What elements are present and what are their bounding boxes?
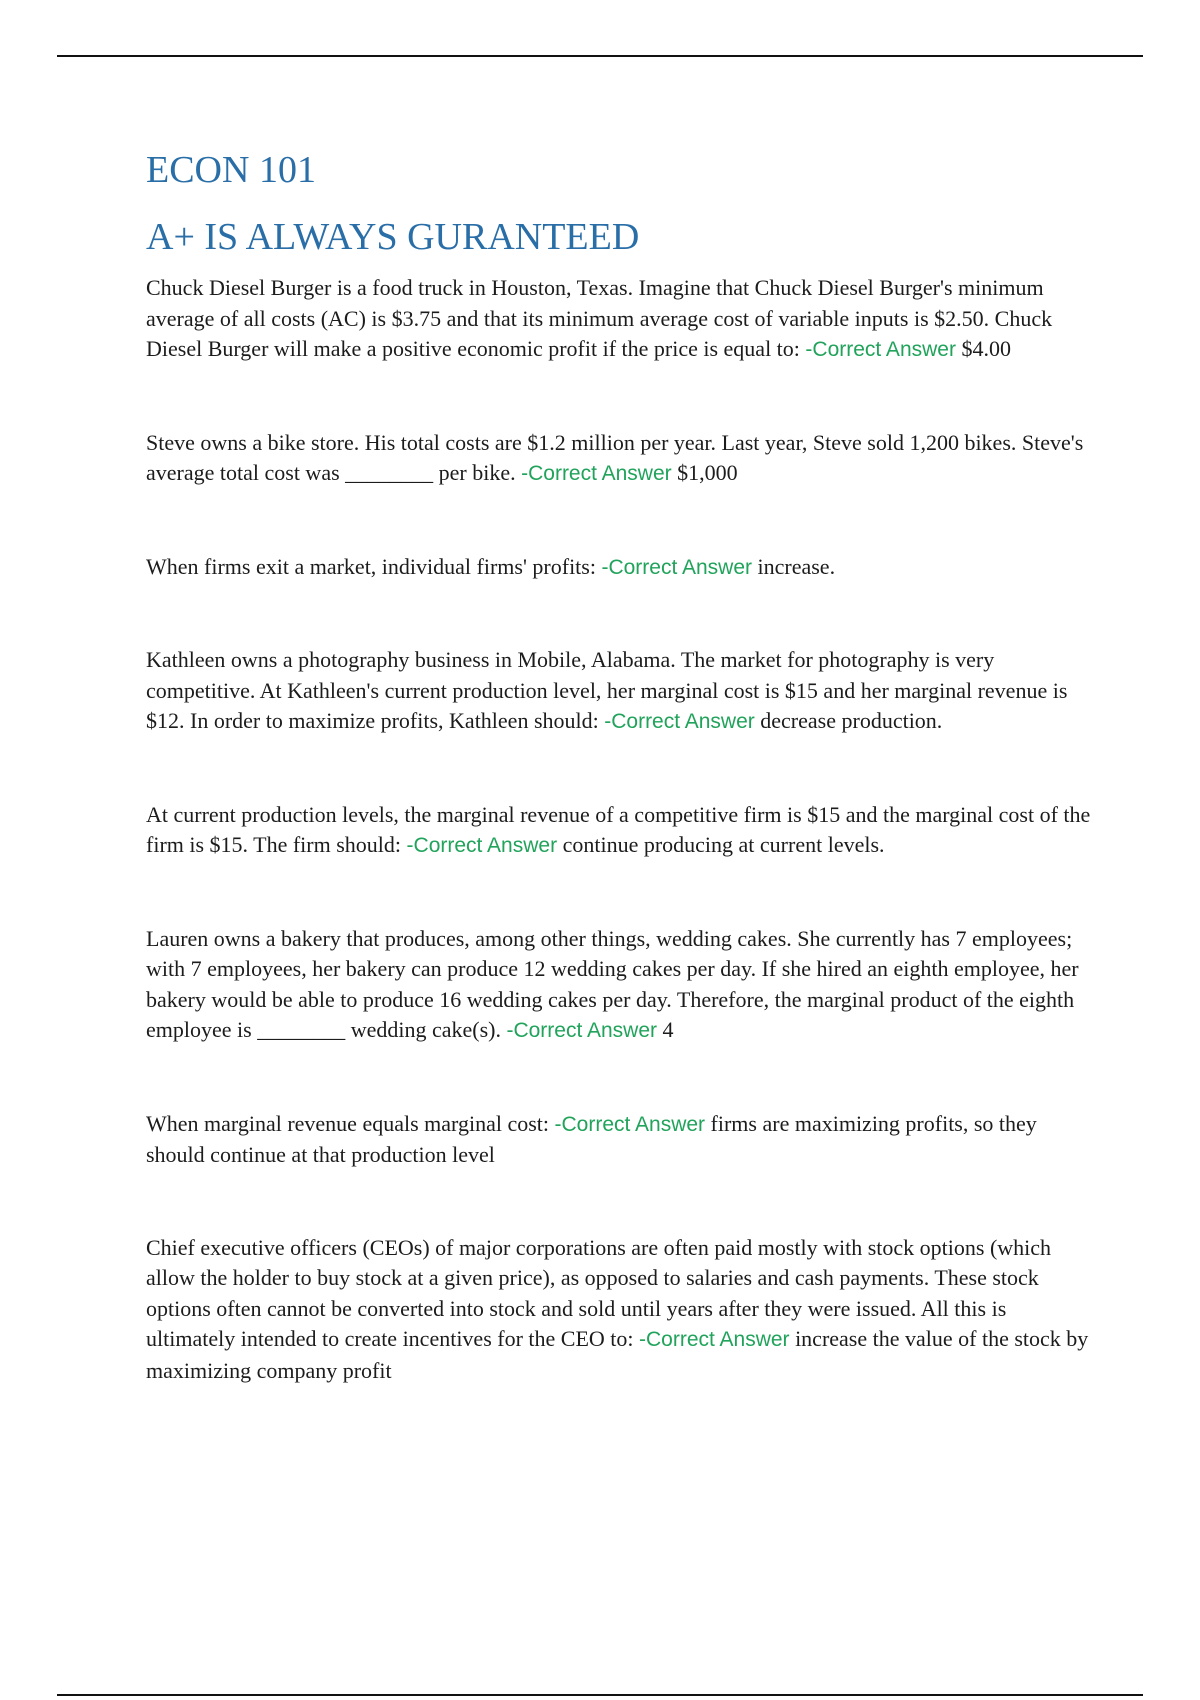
answer-text: increase the value of the stock by maximizing company profit (146, 1326, 1089, 1383)
question-text: Chief executive officers (CEOs) of major corporations are often paid mostly with stock options (which allow the holder to buy stock at a given price), as opposed to salaries and cash payments. These stock options often cannot be converted into stock and sold until years after they were issued. All this is ultimately intended to create incentives for the CEO to: (146, 1234, 1052, 1351)
question-text: At current production levels, the marginal revenue of a competitive firm is $15 and the marginal cost of the firm is $15. The firm should: (146, 801, 1091, 857)
answer-text: continue producing at current levels. (562, 832, 885, 857)
correct-answer-label: -Correct Answer (805, 338, 956, 361)
qa-item (146, 1233, 1096, 1387)
correct-answer-label: -Correct Answer (601, 555, 753, 579)
answer-text: 4 (662, 1017, 674, 1042)
qa-item (146, 273, 1096, 366)
correct-answer-label: -Correct Answer (506, 1019, 658, 1042)
correct-answer-label: -Correct Answer (521, 462, 672, 485)
qa-item (146, 924, 1096, 1047)
correct-answer-label: -Correct Answer (406, 834, 558, 857)
qa-item (146, 645, 1096, 738)
answer-text: $4.00 (961, 336, 1011, 361)
correct-answer-label: -Correct Answer (604, 710, 755, 733)
qa-item (146, 800, 1096, 862)
document-subtitle: A+ IS ALWAYS GURANTEED (146, 216, 640, 258)
qa-item (146, 428, 1096, 490)
answer-text: firms are maximizing profits, so they should continue at that production level (146, 1110, 1037, 1167)
document-title: ECON 101 (146, 149, 316, 191)
question-text: Chuck Diesel Burger is a food truck in Houston, Texas. Imagine that Chuck Diesel Burger's minimum average of all costs (AC) is $3.75 and that its minimum average cost of variable inputs is $2.50. Chuck Diesel Burger will make a positive economic profit if the price is equal to: (146, 275, 1053, 361)
correct-answer-label: -Correct Answer (554, 1112, 706, 1136)
top-divider (57, 55, 1143, 57)
answer-text: increase. (757, 553, 836, 579)
answer-text: decrease production. (760, 708, 943, 733)
question-text: Lauren owns a bakery that produces, among other things, wedding cakes. She currently has 7 employees; with 7 employees, her bakery can produce 12 wedding cakes per day. If she hired an eighth employee, her bakery would be able to produce 16 wedding cakes per day. Therefore, the marginal product of the eighth employee is ________ wedding cake(s). (146, 925, 1079, 1042)
qa-item (146, 1109, 1096, 1171)
bottom-divider (57, 1694, 1143, 1696)
answer-text: $1,000 (677, 460, 738, 485)
qa-item (146, 552, 1096, 584)
correct-answer-label: -Correct Answer (639, 1328, 790, 1351)
question-text: Kathleen owns a photography business in Mobile, Alabama. The market for photography is very competitive. At Kathleen's current production level, her marginal cost is $15 and her marginal revenue is $12. In order to maximize profits, Kathleen should: (146, 647, 1068, 733)
question-text: When firms exit a market, individual firms' profits: (146, 553, 596, 579)
question-text: When marginal revenue equals marginal cost: (146, 1110, 549, 1136)
document-body (146, 140, 1096, 1386)
question-text: Steve owns a bike store. His total costs are $1.2 million per year. Last year, Steve sold 1,200 bikes. Steve's average total cost was ________ per bike. (146, 429, 1084, 485)
